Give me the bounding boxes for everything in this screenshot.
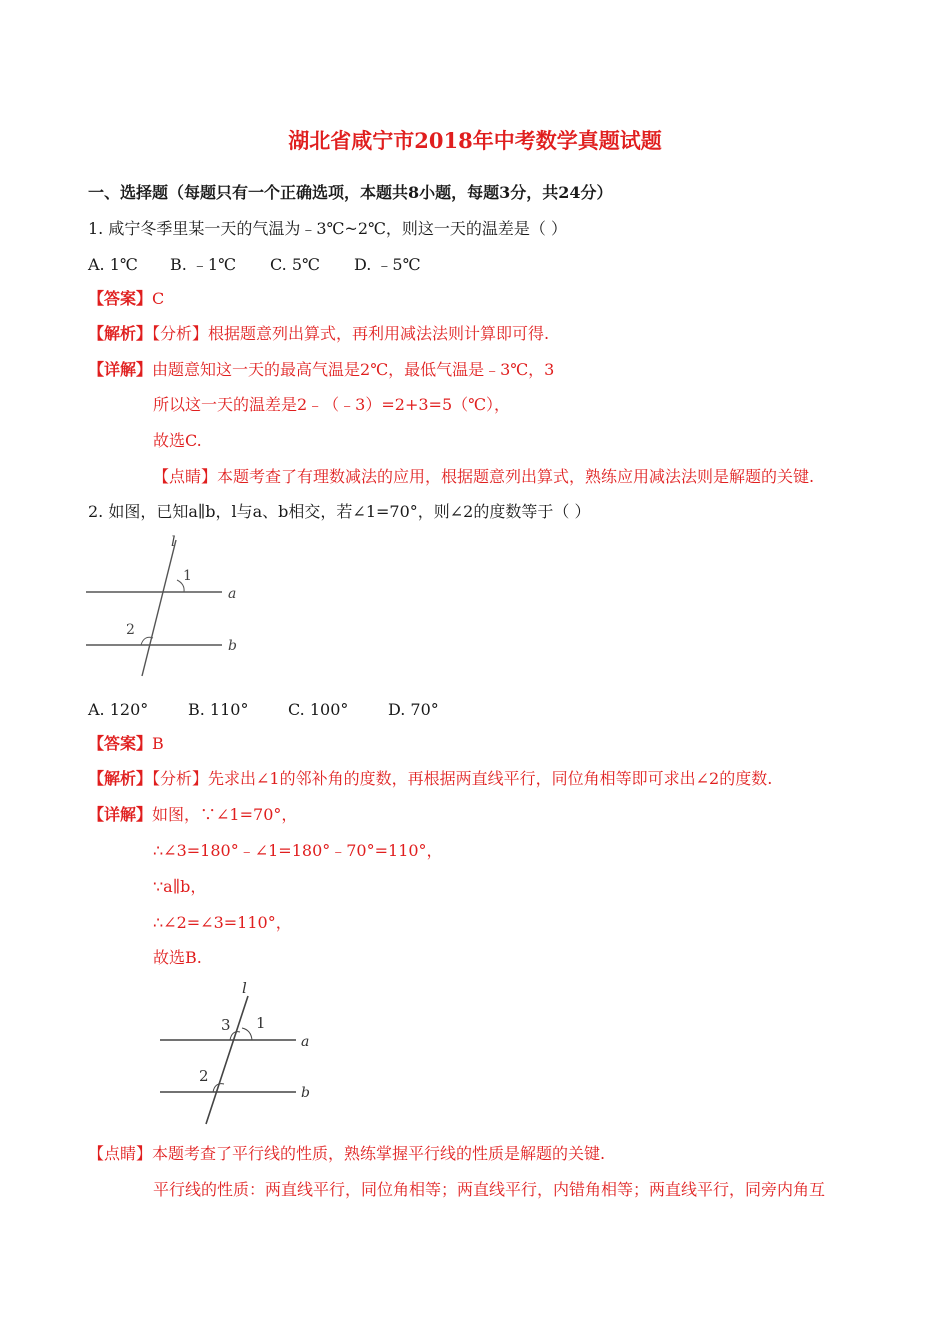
q1-option-a: A. 1℃ (88, 255, 138, 274)
q2-answer (88, 734, 164, 754)
q2-analysis-label: 【解析】 (88, 769, 153, 788)
q2-detail-line-1: 如图，∵∠1=70°， (152, 805, 298, 824)
q2-detail-line-3: ∵a∥b， (153, 877, 207, 896)
q1-options (88, 255, 421, 275)
q2-detail-label: 【详解】 (88, 805, 153, 824)
q1-answer (88, 289, 164, 309)
label-a: a (301, 1034, 310, 1050)
q1-detail-label: 【详解】 (88, 360, 153, 379)
q2-option-b: B. 110° (188, 700, 249, 719)
q2-comment: 【点睛】本题考查了平行线的性质，熟练掌握平行线的性质是解题的关键. (88, 1144, 606, 1163)
q1-analysis-label: 【解析】 (88, 324, 153, 343)
document-title: 湖北省咸宁市2018年中考数学真题试题 (288, 128, 662, 153)
label-l: l (242, 980, 247, 997)
q1-analysis-text: 【分析】根据题意列出算式，再利用减法法则计算即可得. (152, 324, 550, 343)
q1-answer-value: C (152, 289, 165, 308)
q2-comment-2: 平行线的性质：两直线平行，同位角相等；两直线平行，内错角相等；两直线平行，同旁内角互 (153, 1180, 826, 1199)
q2-detail (88, 805, 297, 825)
q1-detail-line-2: 所以这一天的温差是2﹣（﹣3）=2+3=5（℃）， (153, 395, 511, 414)
q2-answer-value: B (152, 734, 164, 753)
label-a: a (228, 586, 237, 602)
q1-option-b: B. ﹣1℃ (170, 255, 237, 274)
q2-detail-line-4: ∴∠2=∠3=110°， (153, 913, 292, 932)
label-1: 1 (183, 568, 192, 584)
label-b: b (301, 1085, 310, 1101)
q1-detail-line-1: 由题意知这一天的最高气温是2℃，最低气温是﹣3℃，3 (152, 360, 555, 379)
q2-option-c: C. 100° (288, 700, 349, 719)
q2-option-a: A. 120° (88, 700, 149, 719)
q1-detail (88, 360, 554, 380)
q2-analysis (88, 769, 772, 789)
label-3: 3 (221, 1016, 231, 1034)
q1-answer-label: 【答案】 (88, 289, 153, 308)
label-2: 2 (126, 622, 135, 638)
q1-comment: 【点睛】本题考查了有理数减法的应用，根据题意列出算式，熟练应用减法法则是解题的关键. (153, 467, 815, 486)
q2-figure-2 (156, 980, 326, 1130)
q2-detail-line-2: ∴∠3=180°﹣∠1=180°﹣70°=110°， (153, 841, 443, 860)
q1-option-c: C. 5℃ (270, 255, 320, 274)
line-l (142, 540, 176, 676)
label-l: l (171, 534, 176, 550)
label-b: b (228, 638, 237, 654)
q2-answer-label: 【答案】 (88, 734, 153, 753)
label-1: 1 (256, 1014, 266, 1032)
q1-analysis (88, 324, 549, 344)
q1-option-d: D. ﹣5℃ (354, 255, 421, 274)
q2-option-d: D. 70° (388, 700, 439, 719)
q2-options (88, 700, 439, 720)
section-heading: 一、选择题（每题只有一个正确选项，本题共8小题，每题3分，共24分） (88, 183, 613, 202)
q2-detail-line-5: 故选B. (153, 948, 202, 967)
q1-detail-line-3: 故选C. (153, 431, 202, 450)
q2-figure-1 (84, 530, 254, 680)
q2-analysis-text: 【分析】先求出∠1的邻补角的度数，再根据两直线平行，同位角相等即可求出∠2的度数. (152, 769, 773, 788)
angle-1-arc (242, 1028, 252, 1040)
q2-stem: 2. 如图，已知a∥b，l与a、b相交，若∠1=70°，则∠2的度数等于（ ） (88, 502, 591, 521)
label-2: 2 (199, 1067, 209, 1085)
q1-stem: 1. 咸宁冬季里某一天的气温为﹣3℃~2℃，则这一天的温差是（ ） (88, 219, 568, 238)
